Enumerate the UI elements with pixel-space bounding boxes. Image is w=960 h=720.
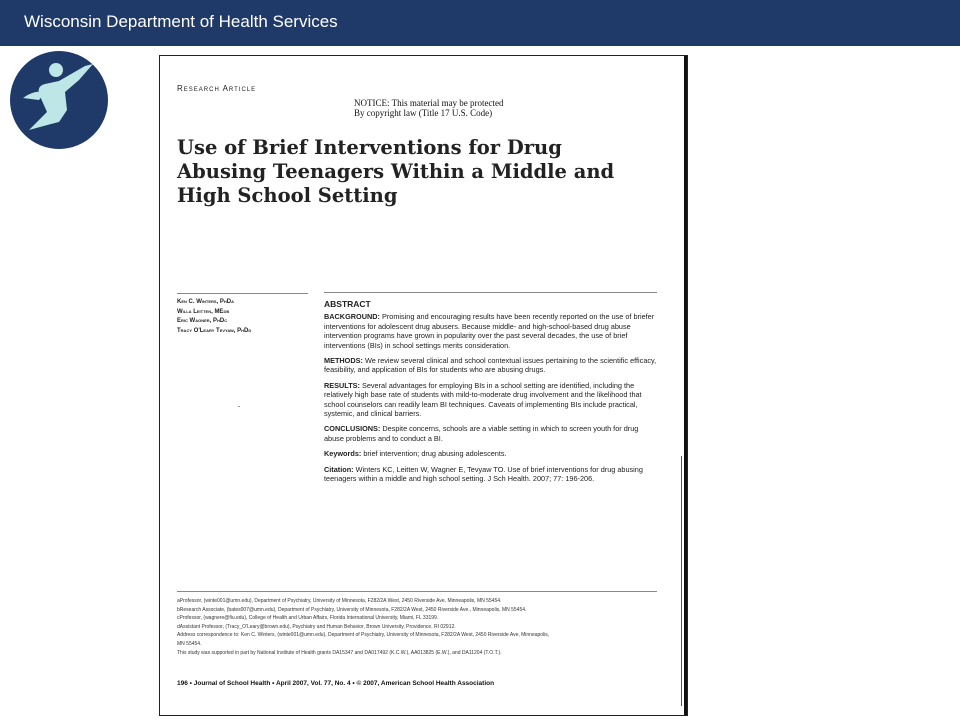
- footnote: dAssistant Professor, (Tracy_O'Leary@brown.edu), Psychiatry and Human Behavior, Brown University, Providence, RI 02912.: [177, 623, 456, 630]
- author-list: [177, 298, 251, 336]
- abstract-text: We review several clinical and school contextual issues pertaining to the scientific efficacy, feasibility, and application of BIs for students who are abusing drugs.: [324, 356, 657, 375]
- author-name: Eric Wagner, PhDc: [177, 318, 228, 324]
- footnote: cProfessor, (wagnere@fiu.edu), College of Health and Urban Affairs, Florida International University, Miami, FL 33199.: [177, 615, 439, 622]
- divider: [177, 591, 657, 592]
- abstract-label: RESULTS:: [324, 380, 360, 390]
- journal-footer: 196 • Journal of School Health • April 2007, Vol. 77, No. 4 • © 2007, American School Health Association: [177, 680, 495, 687]
- abstract-text: Promising and encouraging results have been recently reported on the use of briefer interventions for adolescent drug abusers. Because middle- and high-school-based drug abuse intervention programs have grown in popularity over the past several decades, the use of brief interventions (BIs) in school settings merits consideration.: [324, 312, 655, 350]
- abstract-text: Despite concerns, schools are a viable setting in which to screen youth for drug abuse problems and to conduct a BI.: [324, 424, 639, 443]
- scan-speck: [238, 406, 240, 407]
- footnote: MN 55454.: [177, 640, 202, 647]
- copyright-notice: [354, 98, 504, 118]
- abstract-text: Winters KC, Leitten W, Wagner E, Tevyaw TO. Use of brief interventions for drug abusing teenagers within a middle and high school setting. J Sch Health. 2007; 77: 196-206.: [324, 464, 643, 484]
- divider: [324, 292, 657, 293]
- notice-line: By copyright law (Title 17 U.S. Code): [354, 108, 493, 118]
- notice-line: NOTICE: This material may be protected: [354, 98, 504, 108]
- abstract-label: CONCLUSIONS:: [324, 424, 381, 434]
- person-figure-logo-icon: [9, 50, 109, 150]
- footnote: This study was supported in part by National Institute of Health grants DA15347 and DA017492 (K.C.W.), AA013825 (E.W.), and DA11204 (T.O.T.).: [177, 649, 502, 656]
- footnote: Address correspondence to: Ken C. Winters, (winte001@umn.edu), Department of Psychiatry, University of Minnesota, F282/2A West, 2450 Riverside Ave, Minneapolis,: [177, 632, 550, 639]
- abstract-paragraph: [324, 465, 657, 484]
- abstract-label: METHODS:: [324, 356, 363, 366]
- header-title: Wisconsin Department of Health Services: [24, 12, 338, 31]
- abstract-paragraph: [324, 312, 657, 350]
- abstract-label: Citation:: [324, 464, 354, 474]
- author-name: Ken C. Winters, PhDa: [177, 299, 235, 305]
- footnote: aProfessor, (winte001@umn.edu), Department of Psychiatry, University of Minnesota, F282/2A West, 2450 Riverside Ave, Minneapolis, MN 55454.: [177, 598, 502, 604]
- footnote: bResearch Associate, (bates007@umn.edu), Department of Psychiatry, University of Minnesota, F282/2A West, 2450 Riverside Ave., Minneapolis, MN 55454.: [177, 606, 527, 613]
- abstract-text: Several advantages for employing BIs in a school setting are identified, including the relatively high base rate of students with mild-to-moderate drug involvement and the likelihood that school counselors can readily learn BI techniques. Caveats of implementing BIs include practical, systemic, and clinical barriers.: [324, 380, 642, 419]
- abstract-paragraph: [324, 356, 657, 375]
- abstract-block: [324, 292, 657, 490]
- author-name: Tracy O'Leary Tevyaw, PhDd: [177, 327, 252, 334]
- abstract-paragraph: [324, 424, 657, 443]
- author-name: Willa Leitten, MEdb: [177, 308, 230, 315]
- scan-edge: [684, 56, 687, 715]
- article-title: Use of Brief Interventions for Drug Abusing Teenagers Within a Middle and High School Setting: [177, 136, 615, 207]
- abstract-paragraph: [324, 381, 657, 419]
- abstract-heading: ABSTRACT: [324, 299, 371, 309]
- section-label: Research Article: [177, 84, 257, 93]
- footnotes: [177, 597, 657, 657]
- abstract-paragraph: [324, 449, 657, 458]
- scan-edge-line: [681, 456, 682, 706]
- abstract-label: Keywords:: [324, 449, 362, 459]
- divider: [177, 293, 308, 294]
- abstract-text: brief intervention; drug abusing adolescents.: [363, 449, 507, 459]
- abstract-label: BACKGROUND:: [324, 312, 380, 322]
- slide-header: [0, 0, 960, 46]
- scanned-article-page: [159, 55, 688, 716]
